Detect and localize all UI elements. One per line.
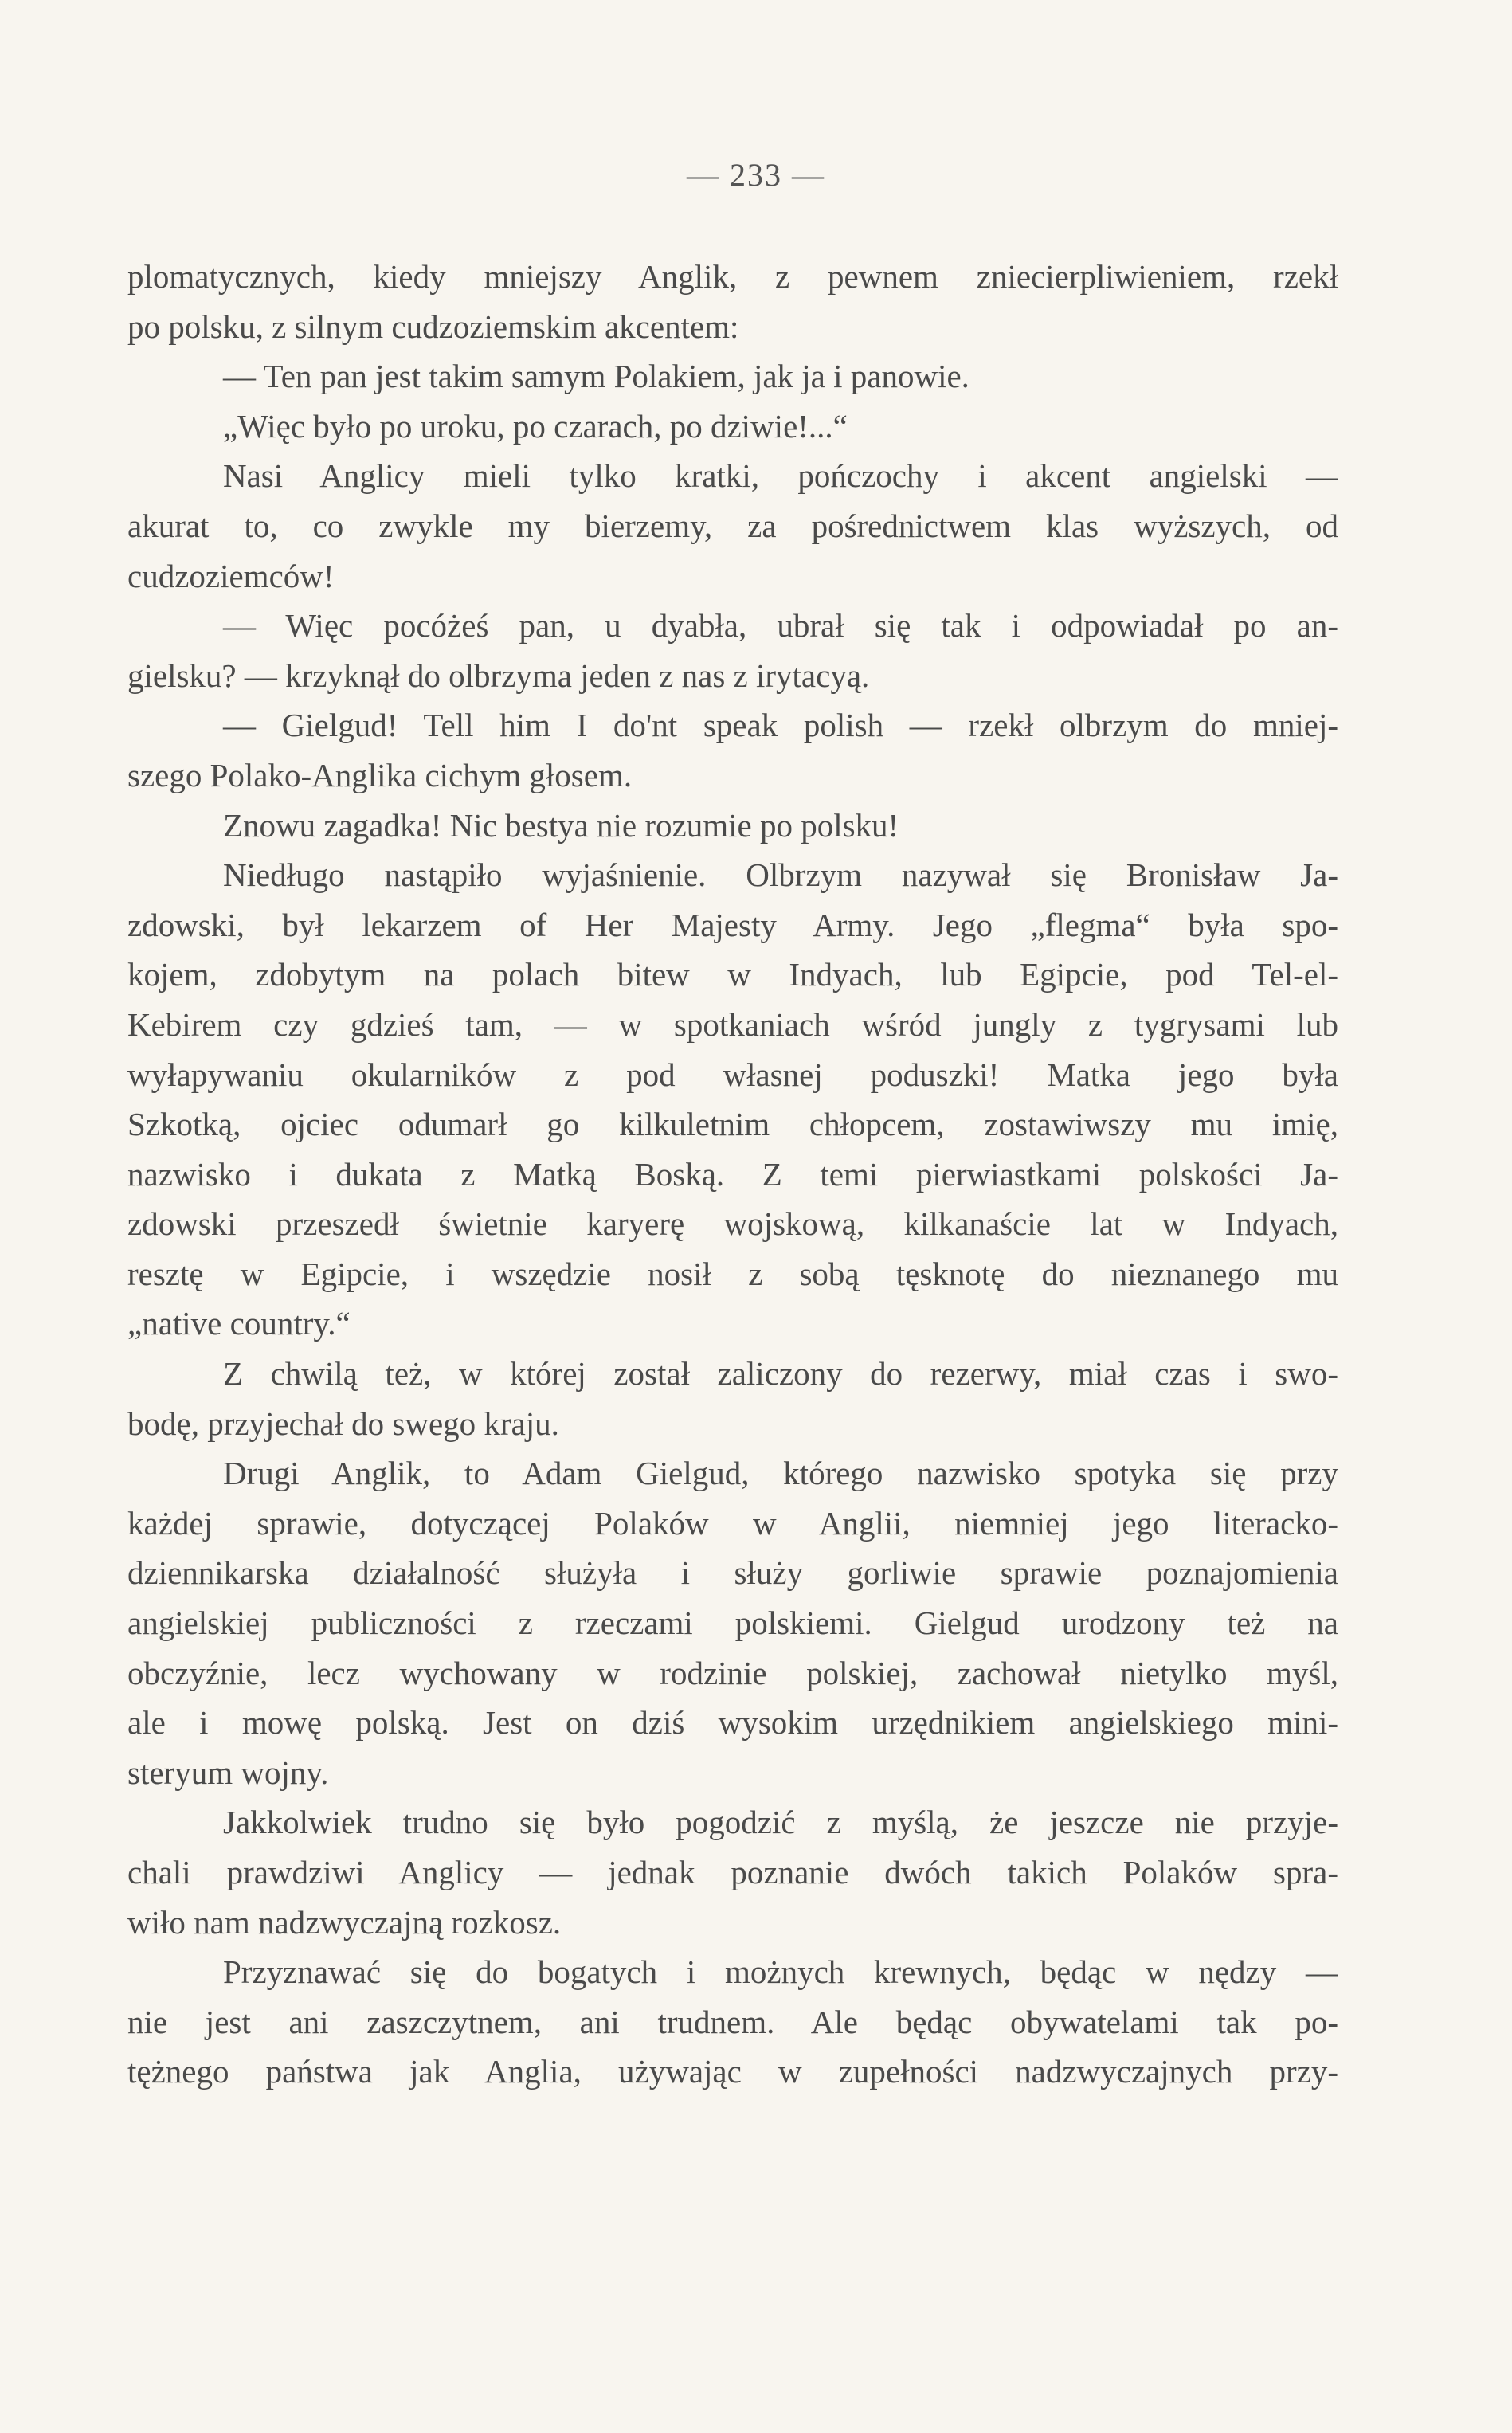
- text-line: każdej sprawie, dotyczącej Polaków w Anglii, niemniej jego literacko-: [127, 1504, 1338, 1542]
- text-line: resztę w Egipcie, i wszędzie nosił z sobą tęsknotę do nieznanego mu: [127, 1255, 1338, 1292]
- text-line: wiło nam nadzwyczajną rozkosz.: [127, 1903, 562, 1941]
- text-line: szego Polako-Anglika cichym głosem.: [127, 756, 633, 793]
- text-line: Niedługo nastąpiło wyjaśnienie. Olbrzym nazywał się Bronisław Ja-: [223, 856, 1338, 894]
- text-line: — Ten pan jest takim samym Polakiem, jak ja i panowie.: [223, 358, 969, 395]
- text-line: Przyznawać się do bogatych i możnych krewnych, będąc w nędzy —: [223, 1953, 1338, 1991]
- text-line: tężnego państwa jak Anglia, używając w zupełności nadzwyczajnych przy-: [127, 2053, 1338, 2090]
- text-line: zdowski, był lekarzem of Her Majesty Army. Jego „flegma“ była spo-: [127, 906, 1338, 943]
- text-line: ale i mowę polską. Jest on dziś wysokim urzędnikiem angielskiego mini-: [127, 1704, 1338, 1741]
- text-line: „native country.“: [127, 1305, 351, 1342]
- text-line: Kebirem czy gdzieś tam, — w spotkaniach wśród jungly z tygrysami lub: [127, 1005, 1338, 1043]
- text-line: chali prawdziwi Anglicy — jednak poznanie dwóch takich Polaków spra-: [127, 1854, 1338, 1890]
- text-line: Szkotką, ojciec odumarł go kilkuletnim chłopcem, zostawiwszy mu imię,: [127, 1106, 1338, 1143]
- text-line: nie jest ani zaszczytnem, ani trudnem. Ale będąc obywatelami tak po-: [127, 2003, 1338, 2040]
- text-line: „Więc było po uroku, po czarach, po dziwie!...“: [223, 407, 848, 445]
- text-line: Jakkolwiek trudno się było pogodzić z myślą, że jeszcze nie przyje-: [223, 1804, 1338, 1841]
- text-line: akurat to, co zwykle my bierzemy, za pośrednictwem klas wyższych, od: [127, 507, 1338, 544]
- text-line: Nasi Anglicy mieli tylko kratki, pończochy i akcent angielski —: [223, 457, 1338, 495]
- text-line: kojem, zdobytym na polach bitew w Indyach, lub Egipcie, pod Tel-el-: [127, 956, 1338, 993]
- text-line: wyłapywaniu okularników z pod własnej poduszki! Matka jego była: [127, 1056, 1338, 1093]
- text-line: plomatycznych, kiedy mniejszy Anglik, z pewnem zniecierpliwieniem, rzekł: [127, 258, 1338, 295]
- text-line: dziennikarska działalność służyła i służy gorliwie sprawie poznajomienia: [127, 1554, 1338, 1592]
- page-number: — 233 —: [687, 157, 825, 193]
- text-line: bodę, przyjechał do swego kraju.: [127, 1405, 559, 1442]
- text-line: Z chwilą też, w której został zaliczony do rezerwy, miał czas i swo-: [223, 1355, 1338, 1393]
- text-line: — Gielgud! Tell him I do'nt speak polish — rzekł olbrzym do mniej-: [223, 707, 1338, 744]
- text-line: po polsku, z silnym cudzoziemskim akcentem:: [127, 308, 739, 345]
- text-line: obczyźnie, lecz wychowany w rodzinie polskiej, zachował nietylko myśl,: [127, 1654, 1338, 1691]
- text-line: zdowski przeszedł świetnie karyerę wojskową, kilkanaście lat w Indyach,: [127, 1205, 1338, 1243]
- text-line: cudzoziemców!: [127, 557, 335, 594]
- text-line: steryum wojny.: [127, 1753, 329, 1791]
- body-text: [127, 252, 1338, 2097]
- text-line: Znowu zagadka! Nic bestya nie rozumie po polsku!: [223, 806, 899, 844]
- text-line: angielskiej publiczności z rzeczami polskiemi. Gielgud urodzony też na: [127, 1604, 1338, 1642]
- text-line: Drugi Anglik, to Adam Gielgud, którego nazwisko spotyka się przy: [223, 1455, 1338, 1492]
- text-line: nazwisko i dukata z Matką Boską. Z temi pierwiastkami polskości Ja-: [127, 1155, 1338, 1193]
- text-line: — Więc pocóżeś pan, u dyabła, ubrał się tak i odpowiadał po an-: [223, 607, 1338, 644]
- text-line: gielsku? — krzyknął do olbrzyma jeden z nas z irytacyą.: [127, 656, 870, 694]
